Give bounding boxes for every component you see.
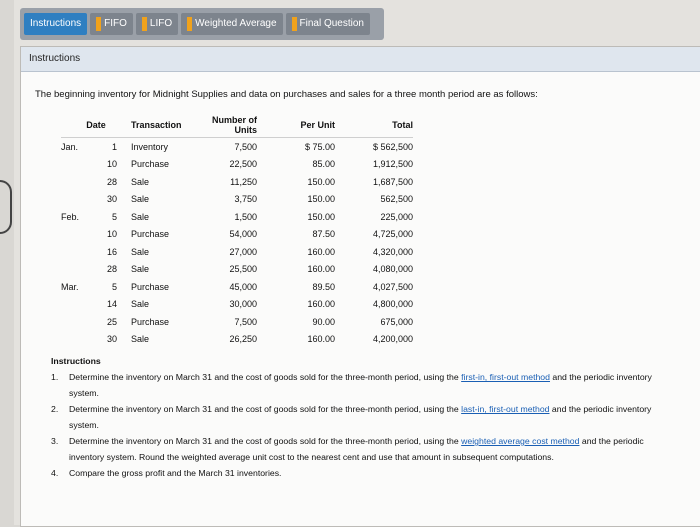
cell-units: 7,500 [201, 138, 257, 156]
cell-units: 11,250 [230, 176, 257, 187]
instruction-text: Determine the inventory on March 31 and the cost of goods sold for the three-month period, using the [69, 372, 462, 382]
intro-text: The beginning inventory for Midnight Supplies and data on purchases and sales for a three month period are as follows: [35, 89, 538, 100]
cell-per-unit: 150.00 [307, 176, 335, 187]
tab-label: Final Question [299, 18, 364, 29]
table-row [61, 261, 413, 279]
cell-month [61, 226, 101, 244]
header-date: Date [86, 120, 106, 130]
cell-total: 1,912,500 [372, 159, 413, 170]
instructions-title: Instructions [51, 356, 101, 366]
cell-total: 1,687,500 [372, 176, 413, 187]
instruction-item [51, 369, 671, 401]
instruction-text: Determine the inventory on March 31 and the cost of goods sold for the three-month period, using the [69, 404, 462, 414]
flag-icon [96, 17, 101, 31]
tab-bar [20, 8, 384, 40]
cell-total: 4,027,500 [372, 281, 413, 292]
method-link[interactable]: first-in, first-out method [461, 372, 550, 382]
cell-units: 54,000 [229, 229, 257, 240]
table-row [61, 313, 413, 331]
header-transaction: Transaction [131, 120, 182, 130]
cell-per-unit: 150.00 [307, 211, 335, 222]
cell-month: Jan. [61, 138, 101, 156]
cell-units: 45,000 [229, 281, 257, 292]
cell-total: 4,080,000 [372, 264, 413, 275]
tab-label: LIFO [149, 18, 173, 29]
cell-day: 30 [106, 334, 117, 345]
cell-transaction: Sale [131, 264, 150, 275]
instructions-list [51, 353, 671, 481]
header-per-unit: Per Unit [300, 120, 335, 130]
cell-month: Mar. [61, 281, 79, 292]
tab-fifo[interactable] [90, 13, 133, 35]
instruction-item [51, 433, 671, 465]
cell-day: 10 [106, 229, 117, 240]
cell-day: 30 [106, 194, 117, 205]
cell-per-unit: $ 75.00 [257, 138, 335, 156]
method-link[interactable]: last-in, first-out method [461, 404, 550, 414]
flag-icon [142, 17, 147, 31]
cell-per-unit: 160.00 [307, 334, 335, 345]
table-row [61, 208, 413, 226]
cell-units: 27,000 [229, 246, 257, 257]
table-row [61, 331, 413, 349]
cell-units: 26,250 [229, 334, 257, 345]
cell-transaction: Inventory [131, 138, 201, 156]
table-row [61, 278, 413, 296]
cell-day: 16 [106, 246, 117, 257]
cell-transaction: Sale [131, 299, 150, 310]
cell-day: 28 [106, 176, 117, 187]
cell-transaction: Purchase [131, 229, 170, 240]
instruction-text: Compare the gross profit and the March 31 inventories. [69, 468, 282, 478]
instruction-number: 3. [51, 436, 59, 446]
cell-transaction: Sale [131, 334, 150, 345]
cell-per-unit: 90.00 [312, 316, 335, 327]
cell-day: 25 [106, 316, 117, 327]
tab-final-question[interactable] [286, 13, 370, 35]
method-link[interactable]: weighted average cost method [461, 436, 580, 446]
cell-day: 1 [101, 138, 131, 156]
cell-per-unit: 160.00 [307, 264, 335, 275]
cell-month [61, 156, 101, 174]
tab-weighted-average[interactable] [181, 13, 282, 35]
instruction-item [51, 465, 671, 481]
cell-transaction: Sale [131, 176, 150, 187]
cell-day: 28 [106, 264, 117, 275]
table-row [61, 191, 413, 209]
cell-units: 30,000 [229, 299, 257, 310]
cell-month [61, 296, 101, 314]
table-row [61, 156, 413, 174]
cell-total: 4,800,000 [372, 299, 413, 310]
flag-icon [187, 17, 192, 31]
instruction-text: Determine the inventory on March 31 and the cost of goods sold for the three-month period, using the [69, 436, 462, 446]
cell-transaction: Purchase [131, 281, 170, 292]
cell-month: Feb. [61, 211, 80, 222]
cell-total: 4,200,000 [372, 334, 413, 345]
tab-instructions[interactable] [24, 13, 87, 35]
table-row [61, 226, 413, 244]
instructions-panel [20, 46, 700, 527]
table-row [61, 138, 413, 156]
cell-month [61, 331, 101, 349]
cell-month [61, 173, 101, 191]
cell-month [61, 243, 101, 261]
cell-per-unit: 160.00 [307, 299, 335, 310]
table-row [61, 173, 413, 191]
instruction-number: 4. [51, 468, 59, 478]
cell-day: 5 [111, 211, 117, 222]
cell-units: 22,500 [229, 159, 257, 170]
instruction-text: and the periodic inventory system. Round the weighted average unit cost to the nearest cent and use that amount in subsequent computations. [69, 436, 644, 462]
cell-per-unit: 85.00 [312, 159, 335, 170]
instruction-text: and the periodic inventory system. [69, 404, 652, 430]
cell-day: 5 [111, 281, 117, 292]
table-header-row [61, 113, 413, 138]
cell-day: 14 [106, 299, 117, 310]
header-units: Number of Units [212, 115, 257, 135]
screen-edge [0, 180, 12, 234]
cell-transaction: Purchase [131, 316, 170, 327]
cell-transaction: Purchase [131, 159, 170, 170]
flag-icon [292, 17, 297, 31]
header-total: Total [392, 120, 413, 130]
cell-month [61, 313, 101, 331]
cell-transaction: Sale [131, 194, 150, 205]
cell-per-unit: 150.00 [307, 194, 335, 205]
instruction-number: 1. [51, 372, 59, 382]
cell-transaction: Sale [131, 211, 150, 222]
cell-units: 25,500 [229, 264, 257, 275]
instruction-text: and the periodic inventory system. [69, 372, 652, 398]
cell-total: 4,725,000 [372, 229, 413, 240]
cell-total: 675,000 [380, 316, 413, 327]
tab-label: Weighted Average [195, 18, 277, 29]
cell-per-unit: 87.50 [312, 229, 335, 240]
tab-lifo[interactable] [136, 13, 178, 35]
cell-total: $ 562,500 [335, 138, 413, 156]
cell-per-unit: 160.00 [307, 246, 335, 257]
table-row [61, 243, 413, 261]
cell-units: 3,750 [234, 194, 257, 205]
inventory-table [61, 113, 413, 348]
instruction-item [51, 401, 671, 433]
table-row [61, 296, 413, 314]
tab-label: FIFO [104, 18, 127, 29]
instruction-number: 2. [51, 404, 59, 414]
cell-day: 10 [106, 159, 117, 170]
panel-title: Instructions [21, 47, 700, 72]
cell-transaction: Sale [131, 246, 150, 257]
tab-label: Instructions [30, 18, 82, 29]
cell-per-unit: 89.50 [312, 281, 335, 292]
cell-month [61, 191, 101, 209]
cell-units: 7,500 [234, 316, 257, 327]
cell-total: 225,000 [380, 211, 413, 222]
cell-units: 1,500 [234, 211, 257, 222]
cell-total: 562,500 [380, 194, 413, 205]
cell-total: 4,320,000 [372, 246, 413, 257]
cell-month [61, 261, 101, 279]
